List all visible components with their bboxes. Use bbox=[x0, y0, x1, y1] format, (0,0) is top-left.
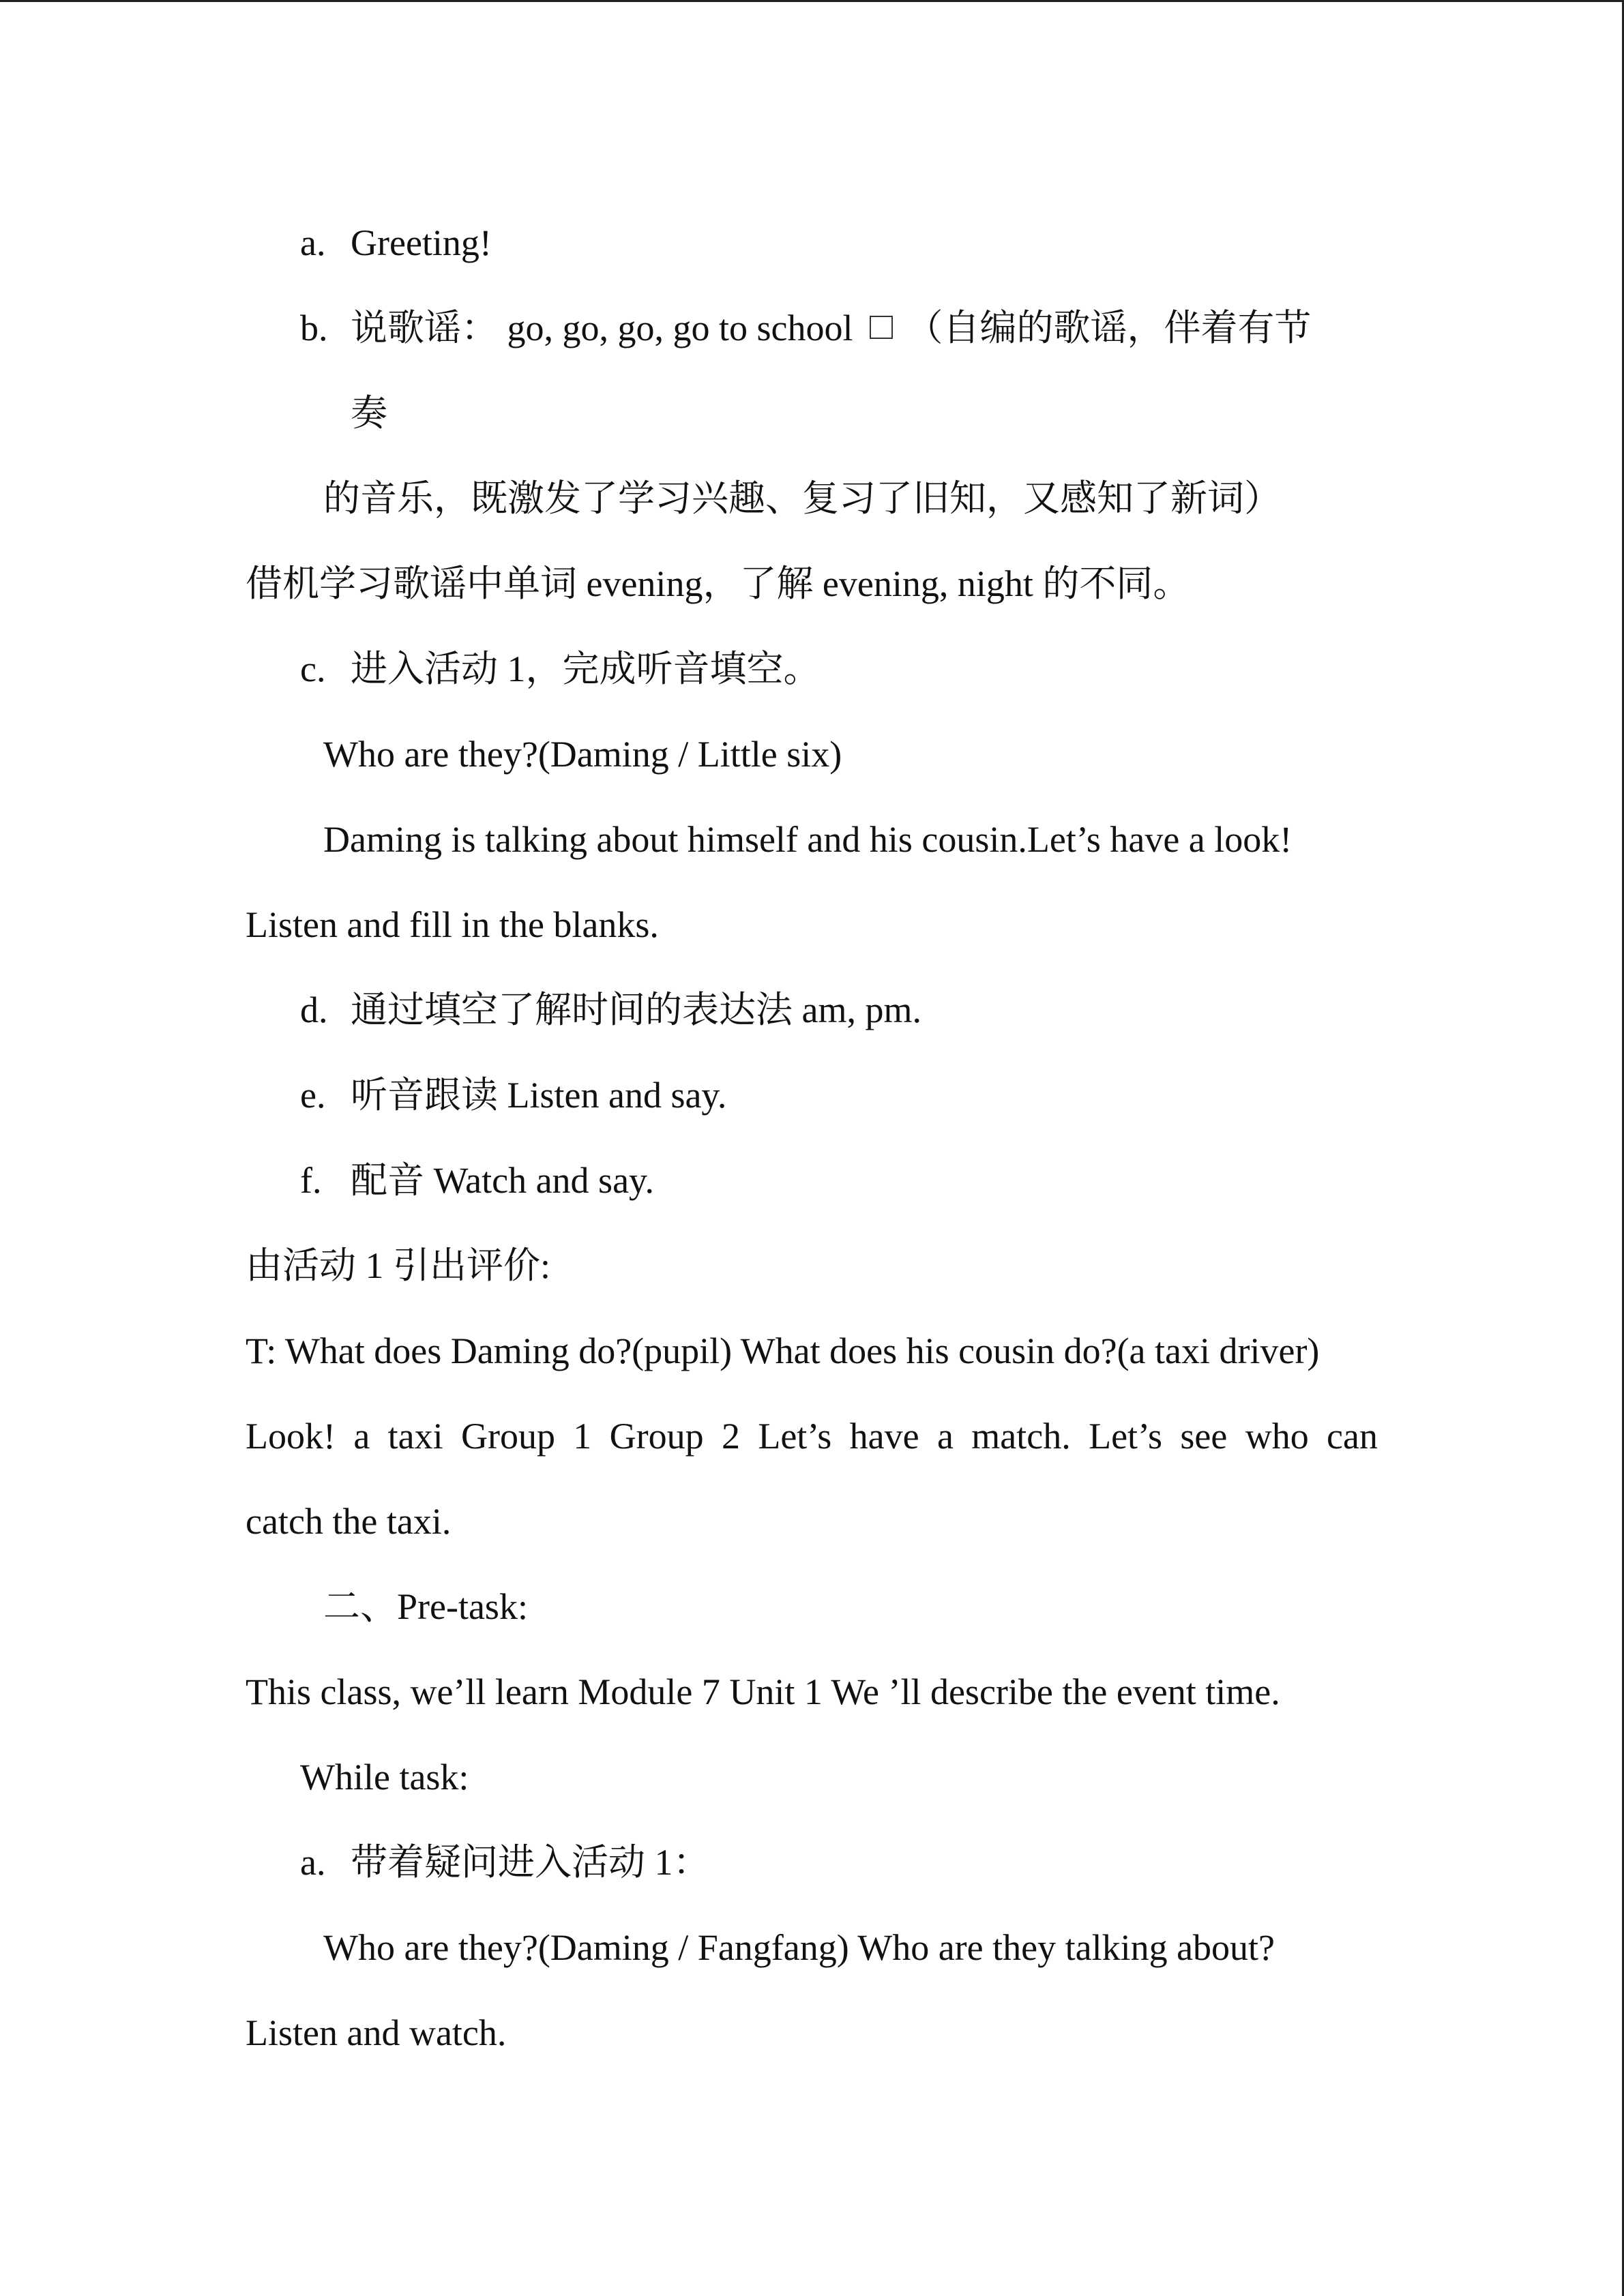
line-text: catch the taxi. bbox=[246, 1501, 452, 1542]
teacher-dialogue-line bbox=[246, 1327, 1319, 1375]
line-text: Look! a taxi Group 1 Group 2 Let’s have a match. Let’s see who can bbox=[246, 1416, 1378, 1457]
line-text: Greeting! bbox=[351, 222, 492, 263]
list-label: b. bbox=[300, 308, 328, 348]
list-label: f. bbox=[300, 1160, 322, 1201]
section-heading-while-task bbox=[300, 1753, 469, 1801]
line-text: This class, we’ll learn Module 7 Unit 1 We ’ll describe the event time. bbox=[246, 1671, 1280, 1712]
list-label: d. bbox=[300, 989, 328, 1030]
line-text-continued: （自编的歌谣，伴着有节 bbox=[906, 308, 1312, 348]
line-text: 借机学习歌谣中单词 evening，了解 evening, night 的不同。 bbox=[246, 563, 1190, 604]
line-text: 进入活动 1，完成听音填空。 bbox=[351, 648, 821, 689]
paragraph-line bbox=[323, 816, 1292, 863]
question-line bbox=[323, 730, 842, 778]
list-label: c. bbox=[300, 648, 326, 689]
list-label: a. bbox=[300, 1842, 326, 1883]
line-text: 二、Pre-task: bbox=[323, 1586, 528, 1627]
line-text: T: What does Daming do?(pupil) What does his cousin do?(a taxi driver) bbox=[246, 1330, 1320, 1371]
list-label: e. bbox=[300, 1075, 326, 1116]
line-text: 说歌谣： go, go, go, go to school bbox=[351, 308, 853, 348]
paragraph-line bbox=[246, 1242, 550, 1289]
line-text: Who are they?(Daming / Fangfang) Who are they talking about? bbox=[323, 1927, 1275, 1968]
paragraph-line bbox=[246, 560, 1190, 608]
list-item-d-time bbox=[300, 986, 921, 1034]
question-line bbox=[323, 1924, 1275, 1971]
line-text: Listen and watch. bbox=[246, 2012, 507, 2053]
line-text: Listen and fill in the blanks. bbox=[246, 904, 659, 945]
line-text: 由活动 1 引出评价: bbox=[246, 1245, 551, 1286]
paragraph-line bbox=[323, 475, 1281, 522]
list-item-a-activity bbox=[300, 1838, 710, 1886]
line-text: 听音跟读 Listen and say. bbox=[351, 1075, 727, 1116]
justified-paragraph-line bbox=[246, 1412, 1378, 1460]
line-text: While task: bbox=[300, 1757, 469, 1798]
wrapped-text-line bbox=[351, 389, 387, 437]
paragraph-line bbox=[246, 1497, 451, 1545]
line-text: Who are they?(Daming / Little six) bbox=[323, 734, 842, 775]
list-item-a-greeting bbox=[300, 219, 492, 267]
line-text: 奏 bbox=[351, 393, 387, 434]
list-label: a. bbox=[300, 222, 326, 263]
paragraph-line bbox=[246, 1668, 1280, 1716]
line-text: 带着疑问进入活动 1： bbox=[351, 1842, 710, 1883]
section-heading-pre-task bbox=[323, 1583, 528, 1630]
paragraph-line bbox=[246, 901, 659, 949]
line-text: 配音 Watch and say. bbox=[351, 1160, 655, 1201]
list-item-c-activity bbox=[300, 645, 821, 693]
line-text: 通过填空了解时间的表达法 am, pm. bbox=[351, 989, 921, 1030]
list-item-e-listen bbox=[300, 1071, 726, 1119]
list-item-b-song bbox=[300, 304, 1312, 352]
line-text: Daming is talking about himself and his cousin.Let’s have a look! bbox=[323, 819, 1293, 860]
missing-glyph-box bbox=[870, 316, 893, 339]
line-text: 的音乐，既激发了学习兴趣、复习了旧知，又感知了新词） bbox=[323, 478, 1281, 519]
paragraph-line bbox=[246, 2009, 506, 2057]
list-item-f-watch bbox=[300, 1157, 654, 1204]
